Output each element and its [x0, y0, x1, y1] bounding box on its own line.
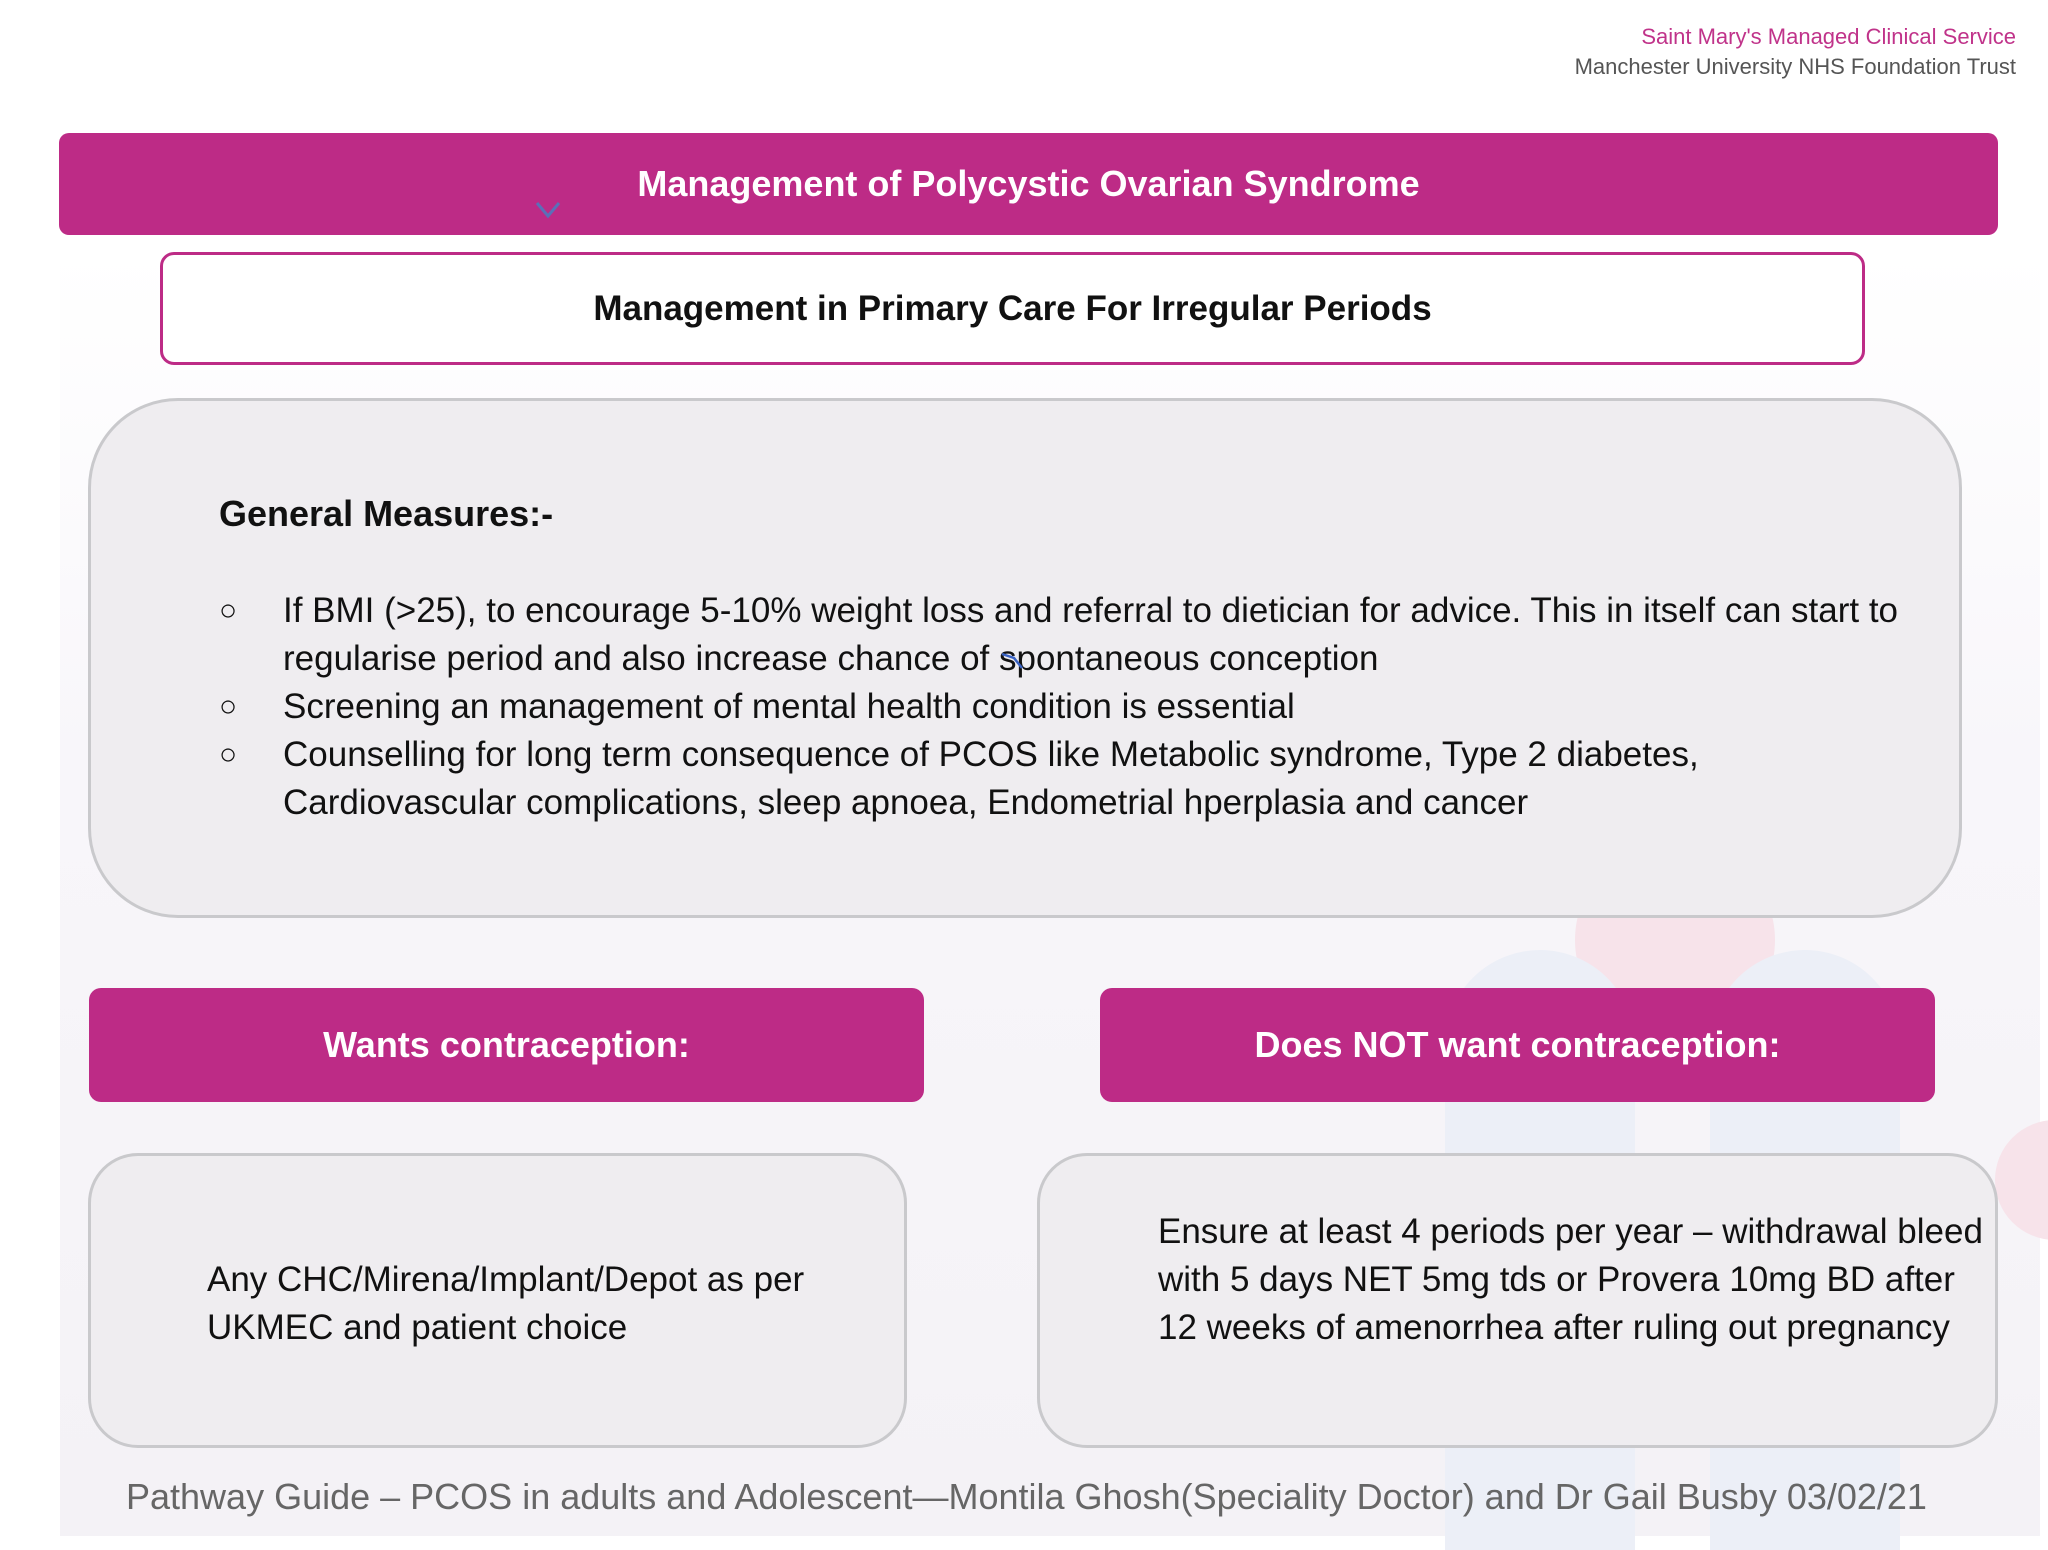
wants-contraception-header	[89, 988, 924, 1102]
general-measures-list	[219, 587, 1939, 827]
pen-annotation-icon	[1000, 648, 1028, 670]
org-name: Saint Mary's Managed Clinical Service	[1641, 24, 2016, 49]
general-measures-heading: General Measures:-	[219, 493, 554, 534]
list-item	[219, 587, 1939, 683]
no-contraception-text: Ensure at least 4 periods per year – withdrawal bleed with 5 days NET 5mg tds or Provera 10mg BD after 12 weeks of amenorrhea after ruling out pregnancy	[1158, 1212, 1983, 1347]
list-item-text: If BMI (>25), to encourage 5-10% weight loss and referral to dietician for advice. This in itself can start to regularise period and also increase chance of spontaneous conception	[283, 591, 1899, 678]
wants-contraception-label: Wants contraception:	[323, 1024, 690, 1065]
bullet-icon: ○	[219, 738, 238, 771]
chevron-down-icon	[534, 200, 562, 220]
subtitle-box	[160, 252, 1865, 365]
page-title-bar	[59, 133, 1998, 235]
subtitle: Management in Primary Care For Irregular Periods	[593, 288, 1432, 328]
wants-contraception-text: Any CHC/Mirena/Implant/Depot as per UKMEC and patient choice	[207, 1260, 805, 1347]
list-item-text: Counselling for long term consequence of PCOS like Metabolic syndrome, Type 2 diabetes, Cardiovascular complications, sleep apnoea, Endometrial hperplasia and cancer	[283, 735, 1699, 822]
no-contraception-box	[1037, 1153, 1998, 1448]
list-item-text: Screening an management of mental health condition is essential	[283, 687, 1295, 726]
page-title: Management of Polycystic Ovarian Syndrome	[637, 163, 1420, 204]
organization-header	[1575, 22, 2016, 82]
bullet-icon: ○	[219, 594, 238, 627]
list-item	[219, 683, 1939, 731]
list-item	[219, 731, 1939, 827]
footer-citation: Pathway Guide – PCOS in adults and Adolescent—Montila Ghosh(Speciality Doctor) and Dr Gail Busby 03/02/21	[126, 1476, 1927, 1517]
no-contraception-header	[1100, 988, 1935, 1102]
no-contraception-label: Does NOT want contraception:	[1254, 1024, 1781, 1065]
bullet-icon: ○	[219, 690, 238, 723]
trust-name: Manchester University NHS Foundation Trust	[1574, 54, 2016, 79]
wants-contraception-box	[88, 1153, 907, 1448]
